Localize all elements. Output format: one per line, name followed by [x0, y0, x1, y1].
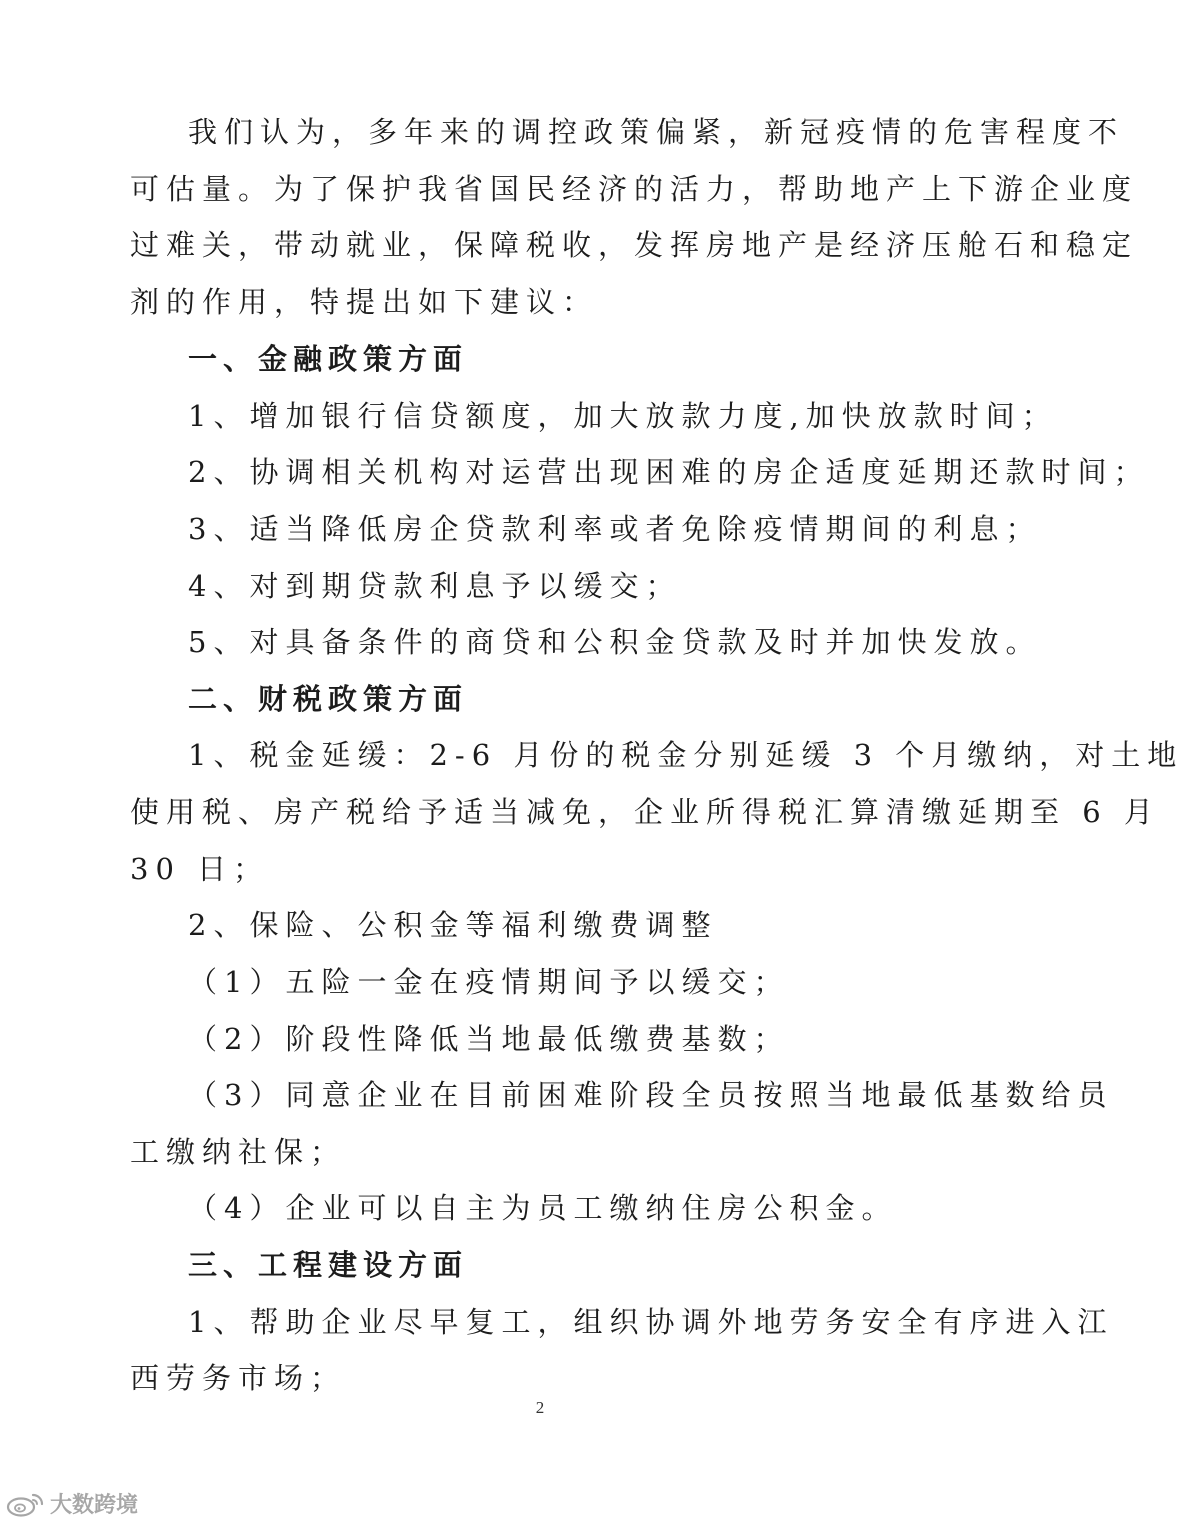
section-heading-tax: 二、财税政策方面	[188, 682, 469, 716]
paragraph-line: 过难关，带动就业，保障税收，发挥房地产是经济压舱石和稳定	[130, 228, 1139, 262]
sub-list-item: （1）五险一金在疫情期间予以缓交；	[188, 965, 790, 999]
list-item: 1、帮助企业尽早复工，组织协调外地劳务安全有序进入江	[188, 1305, 1114, 1339]
paragraph-line: 工缴纳社保；	[130, 1135, 347, 1169]
sub-list-item: （3）同意企业在目前困难阶段全员按照当地最低基数给员	[188, 1078, 1114, 1112]
watermark-text: 大数跨境	[50, 1493, 139, 1518]
watermark	[6, 1488, 138, 1519]
list-item: 2、保险、公积金等福利缴费调整	[188, 908, 718, 942]
page-number: 2	[535, 1398, 545, 1417]
paragraph-line: 剂的作用，特提出如下建议：	[130, 285, 599, 319]
section-heading-finance: 一、金融政策方面	[188, 342, 469, 376]
paragraph-line: 西劳务市场；	[130, 1361, 347, 1395]
paragraph-line: 30 日；	[130, 852, 270, 886]
weibo-icon	[6, 1491, 46, 1517]
paragraph-line: 使用税、房产税给予适当减免，企业所得税汇算清缴延期至 6 月	[130, 795, 1160, 829]
list-item: 5、对具备条件的商贷和公积金贷款及时并加快发放。	[188, 625, 1042, 659]
paragraph-line: 我们认为，多年来的调控政策偏紧，新冠疫情的危害程度不	[188, 115, 1125, 149]
section-heading-construction: 三、工程建设方面	[188, 1248, 469, 1282]
list-item: 1、增加银行信贷额度，加大放款力度,加快放款时间；	[188, 399, 1058, 433]
list-item: 2、协调相关机构对运营出现困难的房企适度延期还款时间；	[188, 455, 1150, 489]
sub-list-item: （2）阶段性降低当地最低缴费基数；	[188, 1022, 790, 1056]
list-item: 4、对到期贷款利息予以缓交；	[188, 569, 682, 603]
list-item: 3、适当降低房企贷款利率或者免除疫情期间的利息；	[188, 512, 1042, 546]
sub-list-item: （4）企业可以自主为员工缴纳住房公积金。	[188, 1191, 898, 1225]
list-item: 1、税金延缓：2-6 月份的税金分别延缓 3 个月缴纳，对土地	[188, 738, 1183, 772]
paragraph-line: 可估量。为了保护我省国民经济的活力，帮助地产上下游企业度	[130, 172, 1139, 206]
